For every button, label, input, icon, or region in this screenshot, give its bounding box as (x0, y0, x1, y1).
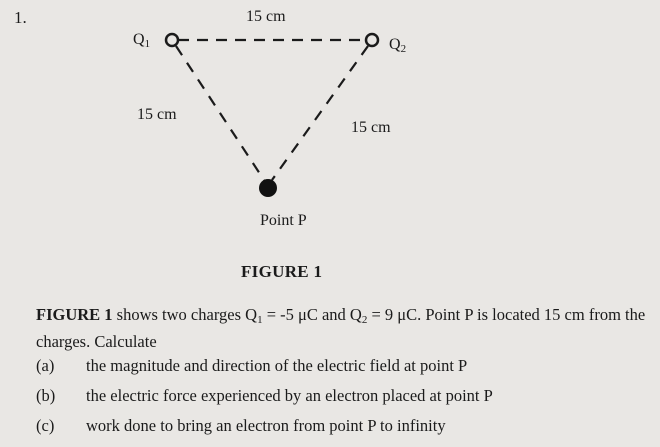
charge-q2-label: $Q_2$ (389, 36, 407, 55)
charge-q2-marker (366, 34, 378, 46)
top-length-label: 15 cm (246, 8, 286, 25)
point-p-marker (259, 179, 277, 197)
figure-caption: FIGURE 1 (241, 262, 323, 281)
dashed-line-q2-p (272, 46, 368, 180)
right-length-label: 15 cm (351, 119, 391, 136)
dashed-line-q1-p (176, 46, 264, 180)
sub-question-a: (a) the magnitude and direction of the electric field at point P (36, 356, 468, 375)
sub-question-b: (b) the electric force experienced by an electron placed at point P (36, 386, 493, 405)
charge-q1-label: $Q_1$ (133, 31, 151, 50)
point-p-label: Point P (260, 212, 307, 229)
question-paragraph: FIGURE 1 shows two charges $Q_1 = -5$ μC and $Q_2 = 9$ μC. Point P is located 15 cm from the charges. Calculate (36, 305, 646, 351)
question-number: 1. (14, 8, 27, 27)
charge-q1-marker (166, 34, 178, 46)
sub-question-c: (c) work done to bring an electron from point P to infinity (36, 416, 446, 435)
left-length-label: 15 cm (137, 106, 177, 123)
